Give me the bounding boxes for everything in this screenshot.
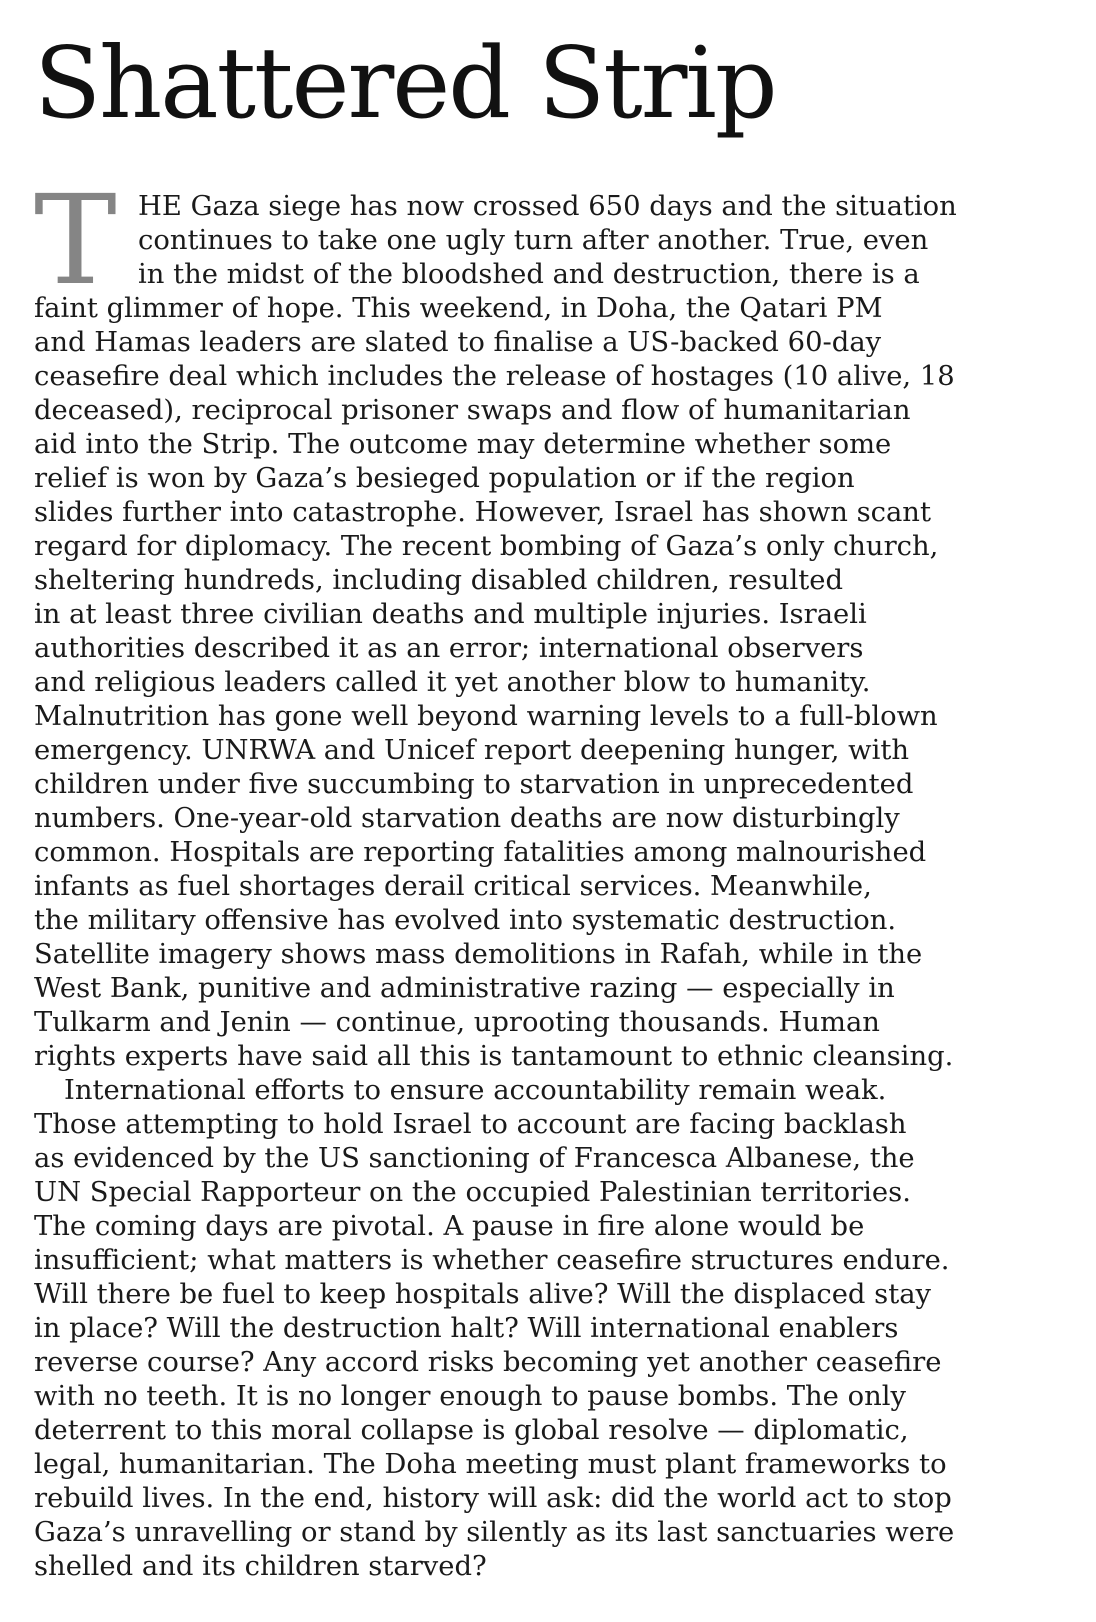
article-line: numbers. One-year-old starvation deaths are now disturbingly (34, 803, 900, 834)
article-line: shelled and its children starved? (34, 1551, 487, 1582)
article-line: and Hamas leaders are slated to finalise a US-backed 60-day (34, 327, 882, 358)
article-line: The coming days are pivotal. A pause in fire alone would be (34, 1211, 865, 1242)
article-line: Will there be fuel to keep hospitals alive? Will the displaced stay (34, 1279, 932, 1310)
article-line: reverse course? Any accord risks becoming yet another ceasefire (34, 1347, 942, 1378)
article-line: HE Gaza siege has now crossed 650 days and the situation (138, 191, 957, 222)
article-line: Tulkarm and Jenin — continue, uprooting thousands. Human (34, 1007, 880, 1038)
article-line: emergency. UNRWA and Unicef report deepening hunger, with (34, 735, 910, 766)
article-line: with no teeth. It is no longer enough to pause bombs. The only (34, 1381, 906, 1412)
article-line: rebuild lives. In the end, history will ask: did the world act to stop (34, 1483, 952, 1514)
article-line: relief is won by Gaza’s besieged population or if the region (34, 463, 855, 494)
article-line: aid into the Strip. The outcome may determine whether some (34, 429, 892, 460)
article-line: in at least three civilian deaths and multiple injuries. Israeli (34, 599, 867, 630)
article-line: common. Hospitals are reporting fatalities among malnourished (34, 837, 927, 868)
article-line: infants as fuel shortages derail critical services. Meanwhile, (34, 871, 872, 902)
article-line: legal, humanitarian. The Doha meeting must plant frameworks to (34, 1449, 947, 1480)
article-line: Satellite imagery shows mass demolitions in Rafah, while in the (34, 939, 923, 970)
article-line: regard for diplomacy. The recent bombing of Gaza’s only church, (34, 531, 939, 562)
article-line: Those attempting to hold Israel to account are facing backlash (34, 1109, 907, 1140)
article-line: deterrent to this moral collapse is global resolve — diplomatic, (34, 1415, 909, 1446)
article-body (34, 169, 1064, 1584)
article-line: UN Special Rapporteur on the occupied Palestinian territories. (34, 1177, 911, 1208)
article-line: sheltering hundreds, including disabled children, resulted (34, 565, 844, 596)
article-line: authorities described it as an error; international observers (34, 633, 864, 664)
article-line: in place? Will the destruction halt? Will international enablers (34, 1313, 899, 1344)
article-line: in the midst of the bloodshed and destruction, there is a (138, 259, 920, 290)
article-line: children under five succumbing to starvation in unprecedented (34, 769, 914, 800)
article-line: West Bank, punitive and administrative razing — especially in (34, 973, 895, 1004)
article-line: Gaza’s unravelling or stand by silently as its last sanctuaries were (34, 1517, 955, 1548)
article-line: insufficient; what matters is whether ceasefire structures endure. (34, 1245, 950, 1276)
article-line: as evidenced by the US sanctioning of Francesca Albanese, the (34, 1143, 915, 1174)
article-line: rights experts have said all this is tantamount to ethnic cleansing. (34, 1041, 954, 1072)
article-line: Malnutrition has gone well beyond warning levels to a full-blown (34, 701, 938, 732)
article-line: deceased), reciprocal prisoner swaps and flow of humanitarian (34, 395, 911, 426)
headline: Shattered Strip (34, 27, 776, 141)
drop-cap: T (34, 169, 117, 313)
article-line: continues to take one ugly turn after another. True, even (138, 225, 929, 256)
article-line: and religious leaders called it yet another blow to humanity. (34, 667, 871, 698)
article-line: the military offensive has evolved into systematic destruction. (34, 905, 897, 936)
article-line: ceasefire deal which includes the release of hostages (10 alive, 18 (34, 361, 955, 392)
article-line: faint glimmer of hope. This weekend, in Doha, the Qatari PM (34, 293, 883, 324)
article-line: International efforts to ensure accountability remain weak. (64, 1075, 887, 1106)
article-line: slides further into catastrophe. However, Israel has shown scant (34, 497, 931, 528)
